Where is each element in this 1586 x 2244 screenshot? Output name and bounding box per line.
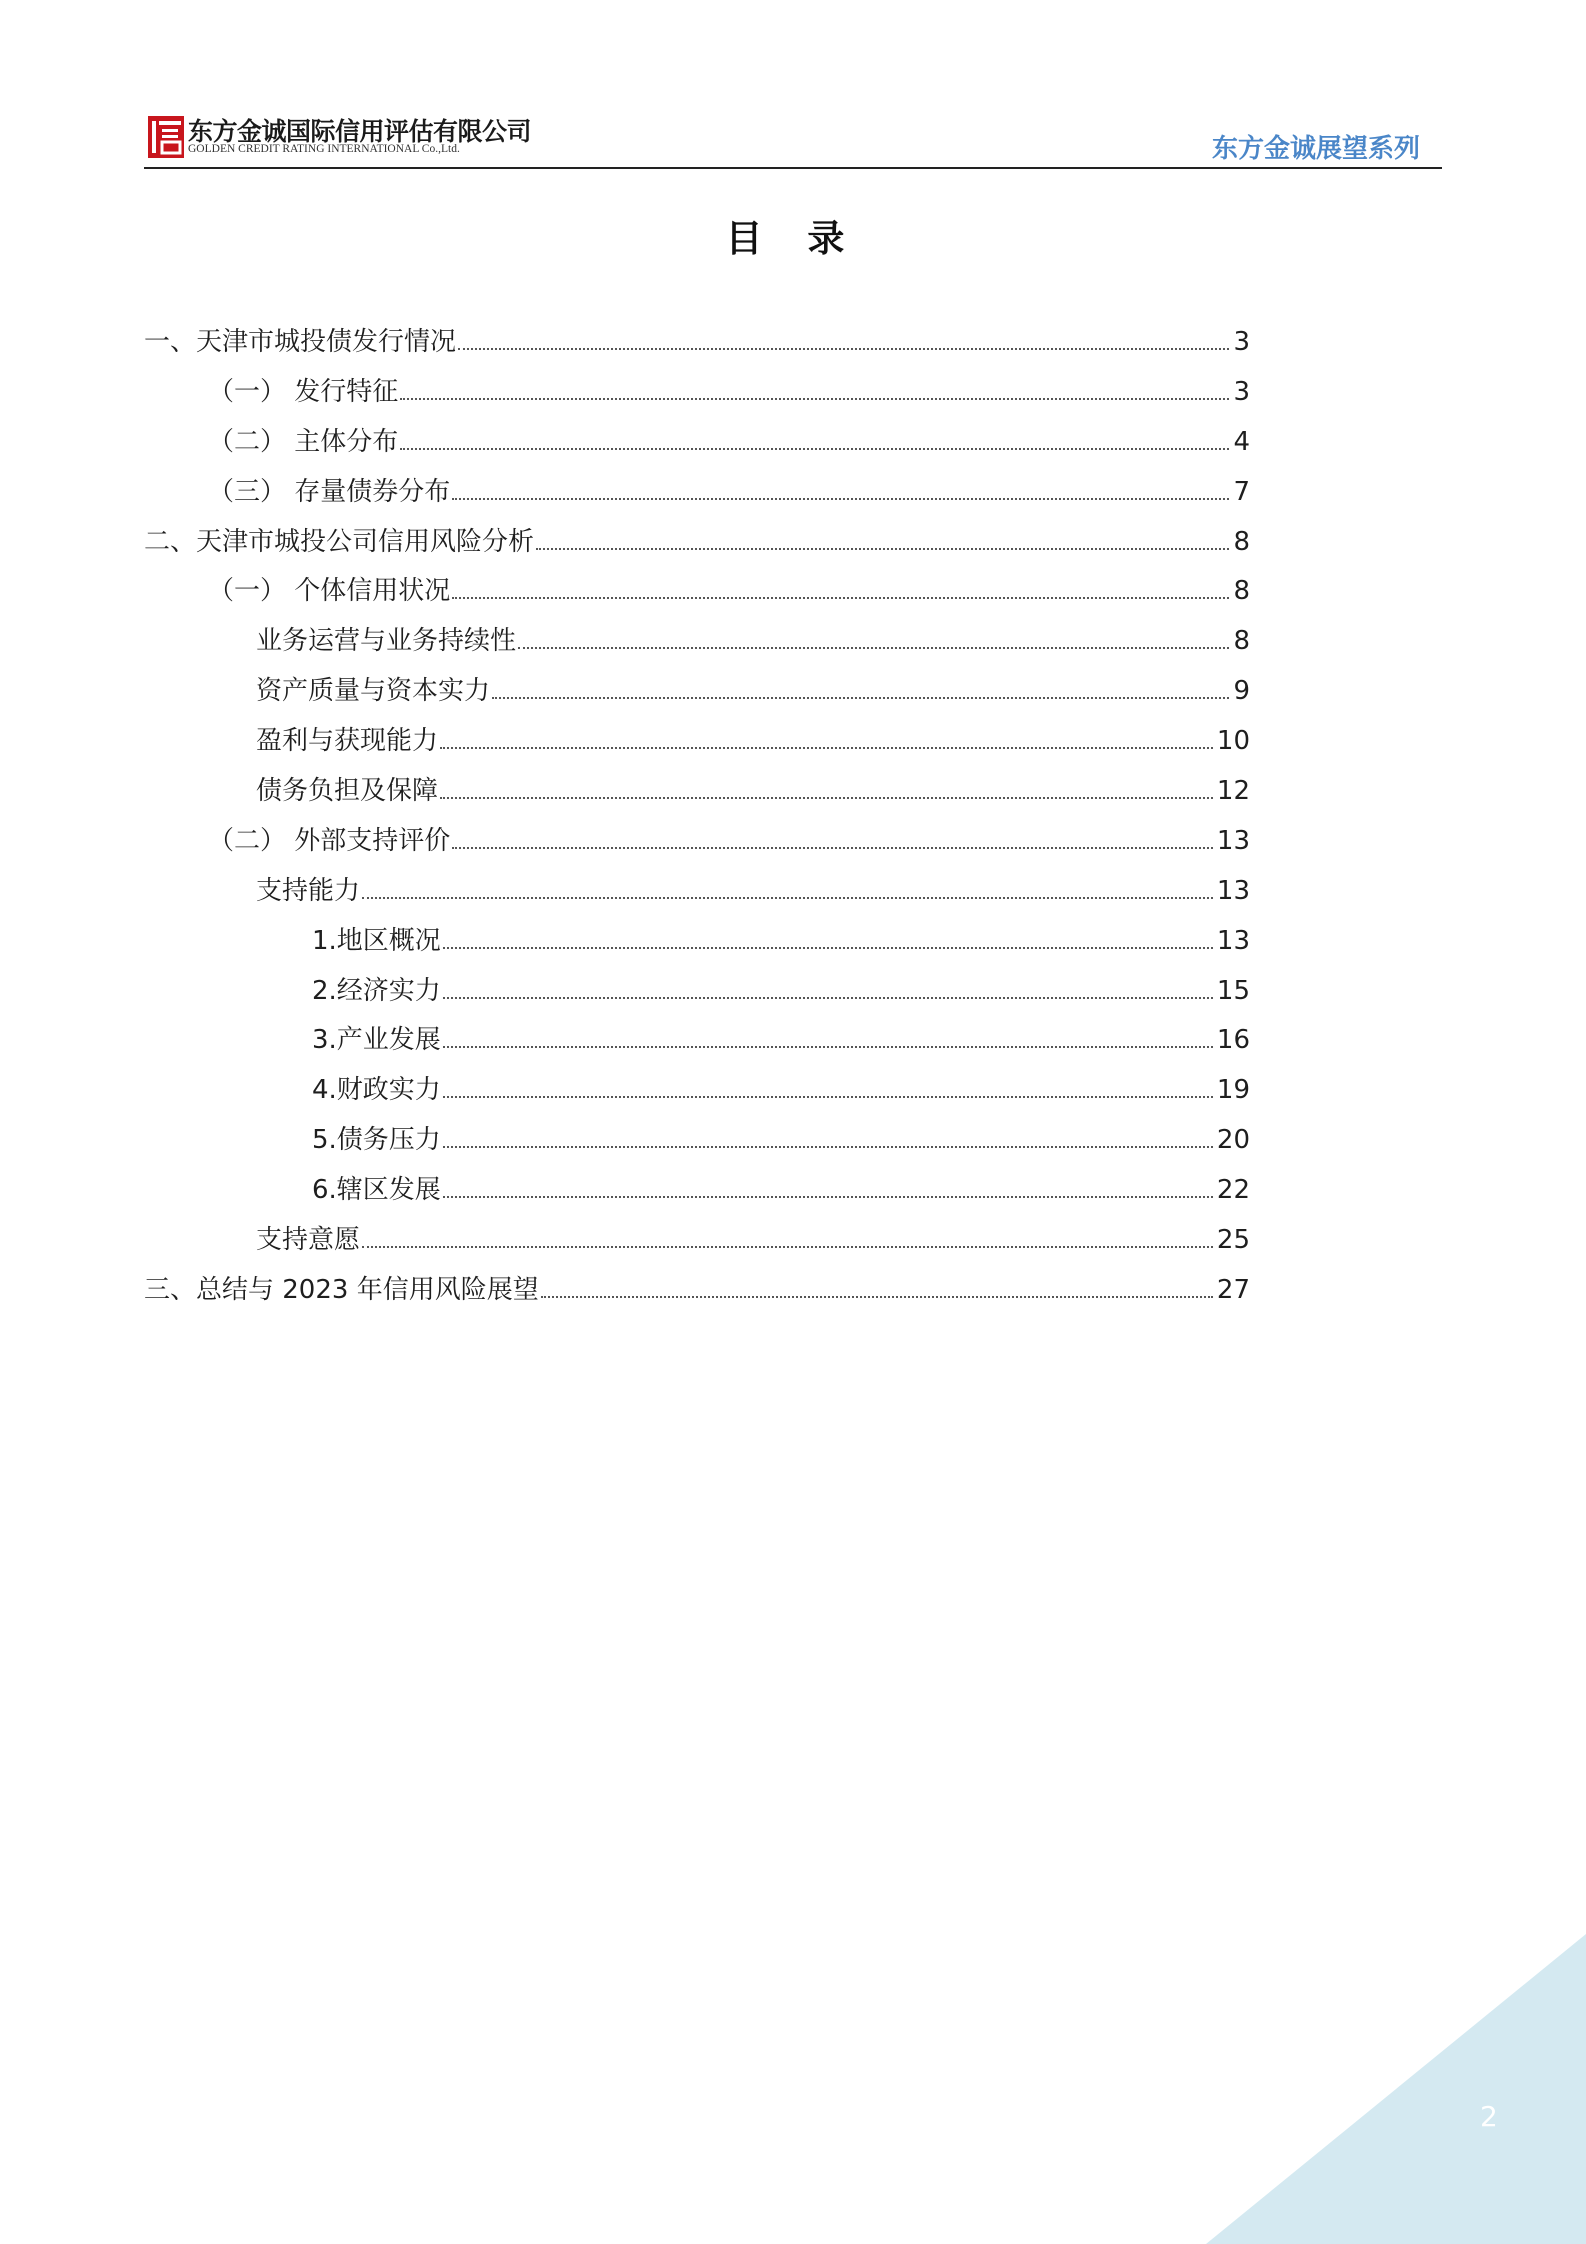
toc-entry[interactable] bbox=[144, 916, 1250, 966]
toc-entry[interactable] bbox=[144, 417, 1250, 467]
toc-entry-page: 8 bbox=[1233, 526, 1250, 557]
toc-entry-page: 22 bbox=[1216, 1175, 1250, 1206]
toc-entry[interactable] bbox=[144, 866, 1250, 916]
header-divider bbox=[144, 167, 1442, 169]
toc-entry-page: 16 bbox=[1216, 1025, 1250, 1056]
toc-entry-label: （二） 外部支持评价 bbox=[208, 825, 451, 856]
table-of-contents bbox=[144, 317, 1250, 1315]
toc-entry[interactable] bbox=[144, 317, 1250, 367]
toc-leader bbox=[458, 346, 1229, 350]
toc-entry-label: 5.债务压力 bbox=[312, 1125, 441, 1156]
toc-entry-label: 一、天津市城投债发行情况 bbox=[144, 326, 457, 357]
toc-entry-label: 3.产业发展 bbox=[312, 1025, 441, 1056]
toc-leader bbox=[443, 945, 1213, 949]
toc-entry-label: 二、天津市城投公司信用风险分析 bbox=[144, 526, 535, 557]
toc-entry[interactable] bbox=[144, 966, 1250, 1016]
toc-entry[interactable] bbox=[144, 816, 1250, 866]
toc-entry-page: 20 bbox=[1216, 1125, 1250, 1156]
toc-entry-label: （二） 主体分布 bbox=[208, 426, 399, 457]
toc-entry-label: 三、总结与 2023 年信用风险展望 bbox=[144, 1274, 539, 1305]
toc-leader bbox=[443, 995, 1213, 999]
toc-leader bbox=[443, 1194, 1213, 1198]
toc-entry[interactable] bbox=[144, 616, 1250, 666]
toc-entry-page: 13 bbox=[1216, 925, 1250, 956]
toc-entry[interactable] bbox=[144, 716, 1250, 766]
toc-entry-page: 19 bbox=[1216, 1075, 1250, 1106]
corner-decoration bbox=[1206, 1934, 1586, 2244]
series-title: 东方金诚展望系列 bbox=[1211, 134, 1420, 164]
toc-entry-page: 12 bbox=[1216, 775, 1250, 806]
toc-entry-page: 13 bbox=[1216, 875, 1250, 906]
toc-entry[interactable] bbox=[144, 1265, 1250, 1315]
toc-entry[interactable] bbox=[144, 1215, 1250, 1265]
toc-entry-label: 支持能力 bbox=[256, 875, 361, 906]
toc-entry-page: 27 bbox=[1216, 1274, 1250, 1305]
toc-entry[interactable] bbox=[144, 1065, 1250, 1115]
toc-entry-label: 业务运营与业务持续性 bbox=[256, 626, 517, 657]
toc-leader bbox=[362, 1244, 1213, 1248]
toc-entry[interactable] bbox=[144, 766, 1250, 816]
toc-title: 目 录 bbox=[725, 217, 861, 260]
toc-leader bbox=[440, 795, 1213, 799]
toc-entry-label: （三） 存量债券分布 bbox=[208, 476, 451, 507]
toc-leader bbox=[492, 695, 1229, 699]
toc-entry[interactable] bbox=[144, 566, 1250, 616]
toc-leader bbox=[452, 595, 1229, 599]
company-name-en: GOLDEN CREDIT RATING INTERNATIONAL Co.,Ltd. bbox=[188, 143, 460, 155]
toc-entry-page: 3 bbox=[1233, 376, 1250, 407]
toc-leader bbox=[440, 745, 1213, 749]
toc-entry-page: 3 bbox=[1233, 326, 1250, 357]
toc-leader bbox=[400, 446, 1229, 450]
toc-leader bbox=[541, 1294, 1213, 1298]
toc-entry-page: 9 bbox=[1233, 676, 1250, 707]
toc-leader bbox=[443, 1144, 1213, 1148]
toc-entry-label: 1.地区概况 bbox=[312, 925, 441, 956]
toc-entry-page: 15 bbox=[1216, 975, 1250, 1006]
page-header bbox=[144, 108, 1442, 168]
toc-entry-page: 8 bbox=[1233, 626, 1250, 657]
toc-entry[interactable] bbox=[144, 517, 1250, 567]
toc-leader bbox=[362, 895, 1213, 899]
toc-entry-page: 7 bbox=[1233, 476, 1250, 507]
toc-entry-label: 支持意愿 bbox=[256, 1224, 361, 1255]
toc-leader bbox=[443, 1094, 1213, 1098]
company-name-cn: 东方金诚国际信用评估有限公司 bbox=[188, 117, 532, 146]
toc-entry-label: 6.辖区发展 bbox=[312, 1175, 441, 1206]
toc-leader bbox=[452, 496, 1229, 500]
toc-leader bbox=[518, 645, 1229, 649]
toc-entry[interactable] bbox=[144, 666, 1250, 716]
toc-entry-page: 13 bbox=[1216, 825, 1250, 856]
toc-entry-label: （一） 个体信用状况 bbox=[208, 576, 451, 607]
toc-entry-page: 4 bbox=[1233, 426, 1250, 457]
toc-entry-page: 8 bbox=[1233, 576, 1250, 607]
toc-leader bbox=[400, 396, 1229, 400]
toc-entry-label: 资产质量与资本实力 bbox=[256, 676, 491, 707]
company-logo-icon bbox=[148, 116, 184, 158]
toc-entry[interactable] bbox=[144, 1015, 1250, 1065]
page-number: 2 bbox=[1480, 2100, 1498, 2133]
toc-entry-label: （一） 发行特征 bbox=[208, 376, 399, 407]
toc-entry[interactable] bbox=[144, 1165, 1250, 1215]
toc-entry-label: 盈利与获现能力 bbox=[256, 726, 439, 757]
toc-entry-label: 4.财政实力 bbox=[312, 1075, 441, 1106]
toc-entry-page: 25 bbox=[1216, 1224, 1250, 1255]
toc-leader bbox=[452, 845, 1213, 849]
toc-entry-page: 10 bbox=[1216, 726, 1250, 757]
toc-entry[interactable] bbox=[144, 1115, 1250, 1165]
toc-leader bbox=[536, 546, 1229, 550]
toc-entry-label: 债务负担及保障 bbox=[256, 775, 439, 806]
toc-entry-label: 2.经济实力 bbox=[312, 975, 441, 1006]
toc-entry[interactable] bbox=[144, 467, 1250, 517]
toc-entry[interactable] bbox=[144, 367, 1250, 417]
toc-leader bbox=[443, 1044, 1213, 1048]
